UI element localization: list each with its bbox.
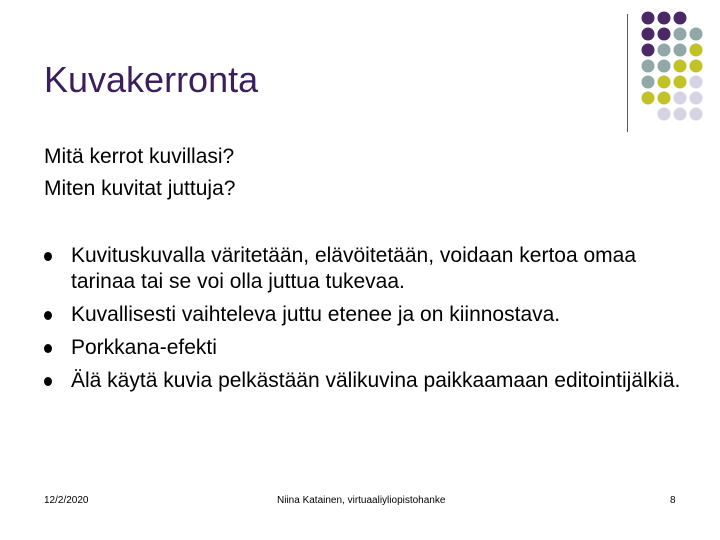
decorative-dot bbox=[642, 76, 655, 89]
decorative-dot bbox=[674, 28, 687, 41]
decorative-dot bbox=[642, 44, 655, 57]
bullet-item bbox=[44, 368, 704, 394]
decorative-dot bbox=[690, 76, 703, 89]
bullet-list bbox=[44, 243, 704, 401]
decorative-dot bbox=[642, 12, 655, 25]
decorative-dot bbox=[642, 60, 655, 73]
decorative-dot bbox=[658, 60, 671, 73]
decorative-dot bbox=[642, 92, 655, 105]
bullet-text: Kuvallisesti vaihteleva juttu etenee ja on kiinnostava. bbox=[71, 303, 561, 326]
bullet-text: Porkkana-efekti bbox=[71, 336, 217, 359]
intro-line: Mitä kerrot kuvillasi? bbox=[44, 145, 235, 168]
bullet-text: Älä käytä kuvia pelkästään välikuvina paikkaamaan editointijälkiä. bbox=[71, 369, 681, 392]
intro-line: Miten kuvitat juttuja? bbox=[44, 177, 236, 200]
decorative-dot bbox=[658, 76, 671, 89]
decorative-dot bbox=[674, 60, 687, 73]
decorative-dot bbox=[658, 44, 671, 57]
decorative-vertical-line bbox=[627, 14, 628, 132]
decorative-dot bbox=[658, 92, 671, 105]
slide-title: Kuvakerronta bbox=[44, 59, 259, 100]
bullet-icon bbox=[44, 344, 52, 353]
bullet-item bbox=[44, 335, 704, 361]
decorative-dot-grid bbox=[0, 0, 720, 140]
bullet-icon bbox=[44, 377, 52, 386]
footer-page-number: 8 bbox=[670, 495, 676, 506]
decorative-dot bbox=[674, 12, 687, 25]
decorative-dot bbox=[642, 28, 655, 41]
intro-text bbox=[44, 141, 235, 205]
bullet-item bbox=[44, 302, 704, 328]
footer-author: Niina Katainen, virtuaaliyliopistohanke bbox=[277, 495, 446, 506]
decorative-dot bbox=[690, 28, 703, 41]
decorative-dot bbox=[658, 28, 671, 41]
decorative-dot bbox=[690, 92, 703, 105]
decorative-dot bbox=[658, 108, 671, 121]
bullet-text: Kuvituskuvalla väritetään, elävöitetään, voidaan kertoa omaa tarinaa tai se voi olla juttua tukevaa. bbox=[71, 244, 637, 293]
decorative-dot bbox=[690, 60, 703, 73]
decorative-dot bbox=[674, 92, 687, 105]
bullet-item bbox=[44, 243, 704, 295]
bullet-icon bbox=[44, 311, 52, 320]
bullet-icon bbox=[44, 252, 52, 261]
decorative-dot bbox=[658, 12, 671, 25]
decorative-dot bbox=[690, 108, 703, 121]
decorative-dot bbox=[674, 44, 687, 57]
decorative-dot bbox=[690, 44, 703, 57]
decorative-dot bbox=[674, 108, 687, 121]
decorative-dot bbox=[674, 76, 687, 89]
footer-date: 12/2/2020 bbox=[44, 495, 89, 506]
